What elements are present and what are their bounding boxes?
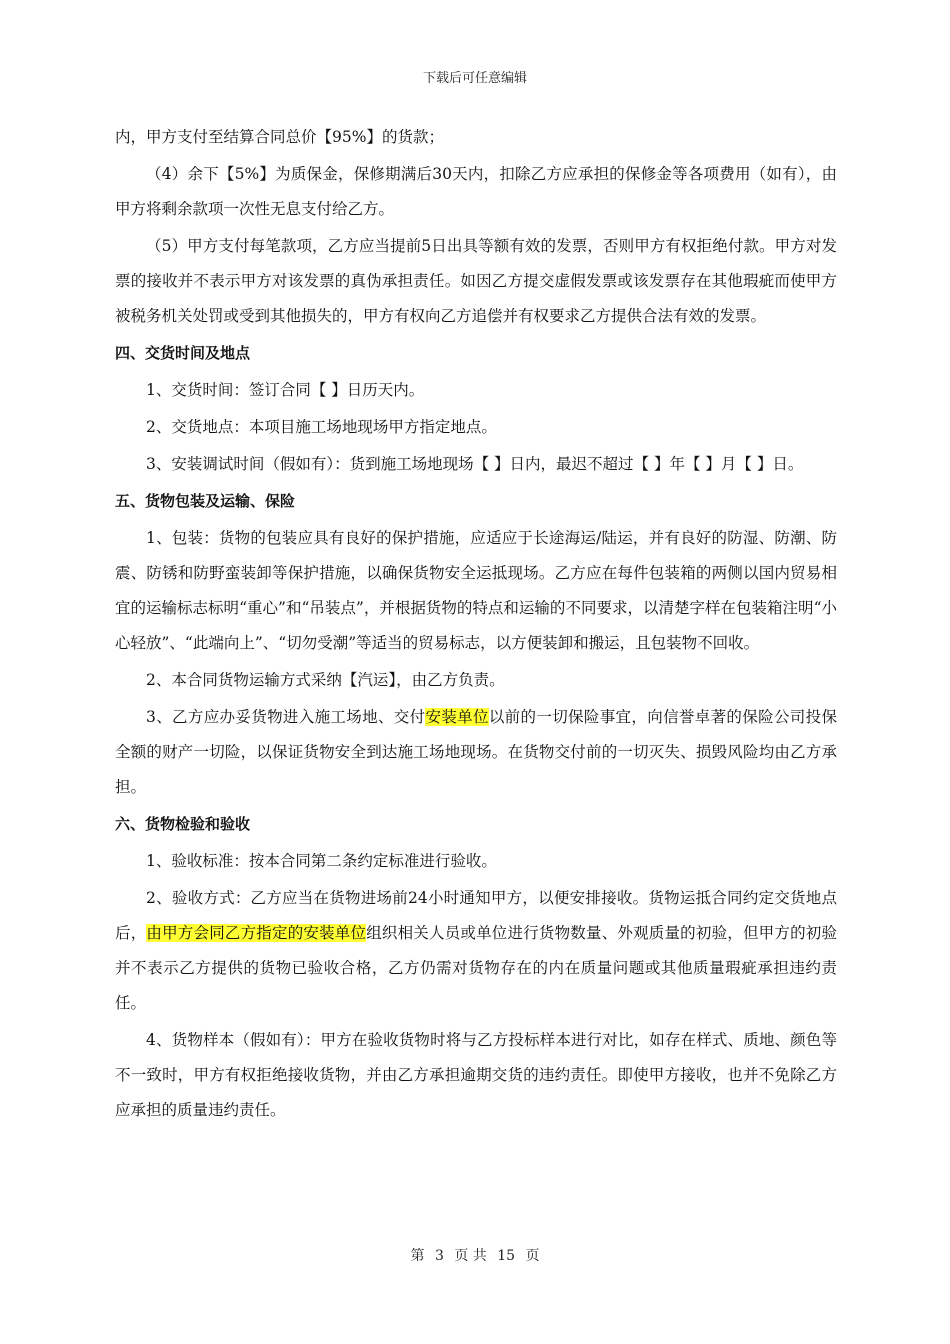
page-footer bbox=[0, 1245, 950, 1265]
highlight-joint-inspection: 由甲方会同乙方指定的安装单位 bbox=[146, 924, 367, 942]
paragraph-acceptance-method bbox=[115, 881, 837, 1021]
page-current: 3 bbox=[434, 1248, 444, 1264]
paragraph-retention-5: （4）余下【5%】为质保金，保修期满后30天内，扣除乙方应承担的保修金等各项费用（如有），由甲方将剩余款项一次性无息支付给乙方。 bbox=[115, 165, 837, 218]
acceptance-text-end: 组织相关人员或单位进行货物数量、外观质量的初验，但甲方的初验并不表示乙方提供的货物已验收合格，乙方仍需对货物存在的内在质量问题或其他质量瑕疵承担违约责任。 bbox=[115, 924, 837, 1012]
paragraph-packaging: 1、包装：货物的包装应具有良好的保护措施，应适应于长途海运/陆运，并有良好的防湿、防潮、防震、防锈和防野蛮装卸等保护措施，以确保货物安全运抵现场。乙方应在每件包装箱的两侧以国内贸易相宜的运输标志标明“重心”和“吊装点”，并根据货物的特点和运输的不同要求，以清楚字样在包装箱注明“小心轻放”、“此端向上”、“切勿受潮”等适当的贸易标志，以方便装卸和搬运，且包装物不回收。 bbox=[115, 529, 837, 652]
paragraph-delivery-time: 1、交货时间：签订合同【 】日历天内。 bbox=[146, 381, 425, 399]
insurance-text-end: 以前的一切保险事宜，向信誉卓著的保险公司投保全额的财产一切险，以保证货物安全到达施工场地现场。在货物交付前的一切灭失、损毁风险均由乙方承担。 bbox=[115, 708, 837, 796]
page-total: 15 bbox=[497, 1248, 516, 1264]
paragraph-invoice: （5）甲方支付每笔款项，乙方应当提前5日出具等额有效的发票，否则甲方有权拒绝付款。甲方对发票的接收并不表示甲方对该发票的真伪承担责任。如因乙方提交虚假发票或该发票存在其他瑕疵而使甲方被税务机关处罚或受到其他损失的，甲方有权向乙方追偿并有权要求乙方提供合法有效的发票。 bbox=[115, 237, 837, 325]
paragraph-installation-time: 3、安装调试时间（假如有）：货到施工场地现场【 】日内，最迟不超过【 】年【 】月【 】日。 bbox=[146, 455, 804, 473]
paragraph-acceptance-standard: 1、验收标准：按本合同第二条约定标准进行验收。 bbox=[146, 852, 497, 870]
paragraph-samples: 4、货物样本（假如有）：甲方在验收货物时将与乙方投标样本进行对比，如存在样式、质地、颜色等不一致时，甲方有权拒绝接收货物，并由乙方承担逾期交货的违约责任。即使甲方接收，也并不免除乙方应承担的质量违约责任。 bbox=[115, 1031, 837, 1119]
paragraph-payment-95: 内，甲方支付至结算合同总价【95%】的货款； bbox=[115, 128, 444, 146]
paragraph-delivery-location: 2、交货地点：本项目施工场地现场甲方指定地点。 bbox=[146, 418, 497, 436]
page-header bbox=[0, 67, 950, 86]
paragraph-transport-mode: 2、本合同货物运输方式采纳【汽运】，由乙方负责。 bbox=[146, 671, 505, 689]
page-mid: 页 共 bbox=[454, 1248, 487, 1264]
page-suffix: 页 bbox=[525, 1248, 540, 1264]
insurance-text-start: 3、乙方应办妥货物进入施工场地、交付 bbox=[146, 708, 426, 726]
paragraph-insurance bbox=[115, 700, 837, 805]
section-heading-packaging: 五、货物包装及运输、保险 bbox=[115, 492, 296, 510]
section-heading-inspection: 六、货物检验和验收 bbox=[115, 815, 251, 833]
acceptance-text-start: 2、验收方式：乙方应当在货物进场前24小时通知甲方，以便安排接收。货物运抵合同约定交货地点后， bbox=[115, 889, 837, 942]
document-body bbox=[115, 120, 837, 1128]
section-heading-delivery: 四、交货时间及地点 bbox=[115, 344, 251, 362]
highlight-installer: 安装单位 bbox=[425, 708, 489, 726]
page-prefix: 第 bbox=[410, 1248, 425, 1264]
header-text: 下载后可任意编辑 bbox=[422, 71, 527, 86]
